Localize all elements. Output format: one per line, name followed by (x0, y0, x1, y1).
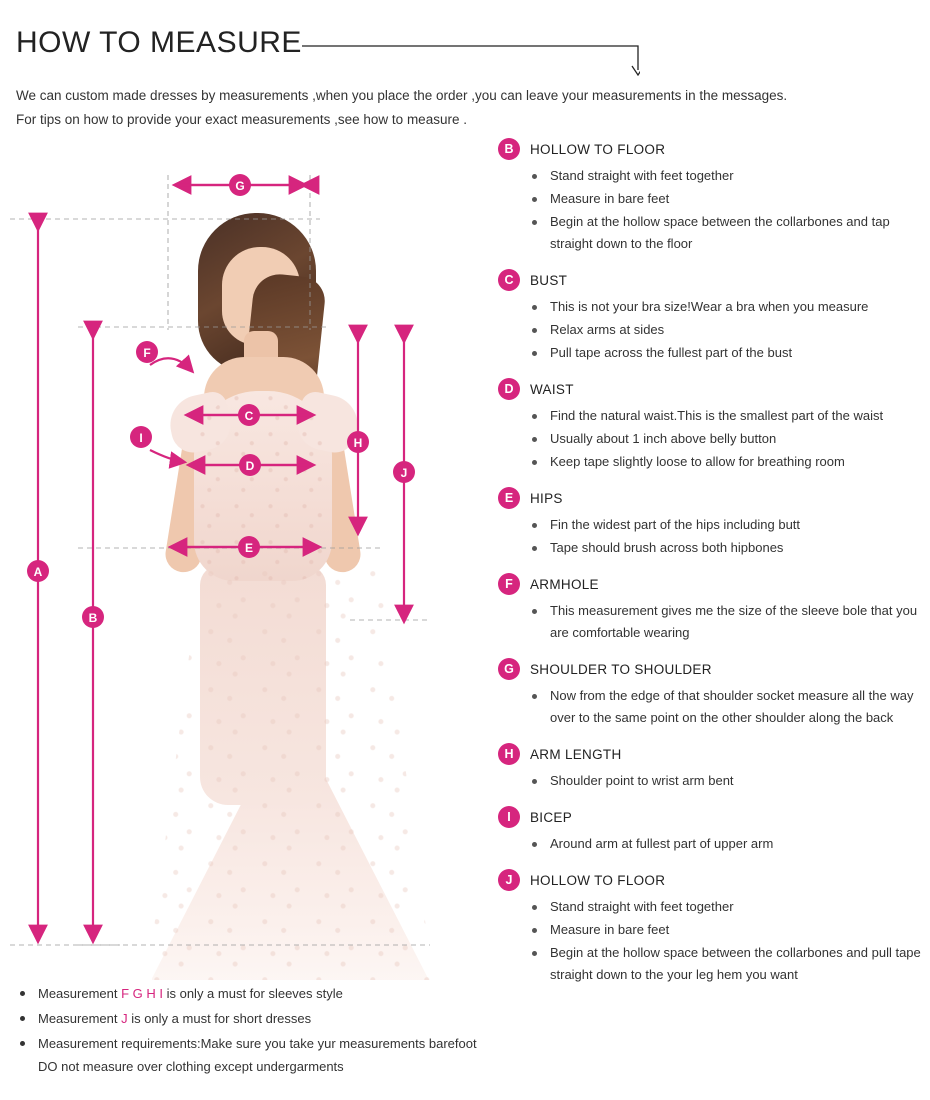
section-header (498, 378, 930, 400)
section-title: BICEP (530, 809, 573, 825)
section-header (498, 138, 930, 160)
section-hollow-to-floor-b (498, 138, 930, 255)
section-header (498, 743, 930, 765)
bullet-item: Keep tape slightly loose to allow for breathing room (532, 451, 930, 473)
section-hips (498, 487, 930, 559)
intro-text (16, 84, 876, 132)
note-highlight: F G H I (121, 986, 163, 1001)
bullet-item: Shoulder point to wrist arm bent (532, 770, 930, 792)
section-title: BUST (530, 272, 568, 288)
bullet-item: Tape should brush across both hipbones (532, 537, 930, 559)
note-text-pre: Measurement requirements:Make sure you take yur measurements barefoot DO not measure over clothing except undergarments (38, 1036, 477, 1074)
bullet-item: Find the natural waist.This is the smallest part of the waist (532, 405, 930, 427)
section-bullets (498, 165, 930, 255)
section-header (498, 573, 930, 595)
badge-b: B (498, 138, 520, 160)
section-header (498, 487, 930, 509)
bullet-item: Measure in bare feet (532, 188, 930, 210)
bullet-item: Stand straight with feet together (532, 165, 930, 187)
section-bullets (498, 600, 930, 644)
section-bullets (498, 833, 930, 855)
svg-text:C: C (244, 409, 254, 423)
note-item (16, 982, 486, 1005)
section-hollow-to-floor-j (498, 869, 930, 986)
section-header (498, 806, 930, 828)
svg-text:D: D (245, 459, 255, 473)
section-title: SHOULDER TO SHOULDER (530, 661, 712, 677)
note-text-pre: Measurement (38, 986, 122, 1001)
note-text-post: is only a must for short dresses (127, 1011, 312, 1026)
svg-text:H: H (353, 436, 363, 450)
note-highlight: J (121, 1011, 128, 1026)
bullet-item: Relax arms at sides (532, 319, 930, 341)
section-bullets (498, 770, 930, 792)
measurement-diagram (0, 150, 470, 970)
section-title: HIPS (530, 490, 563, 506)
section-bullets (498, 685, 930, 729)
badge-c: C (498, 269, 520, 291)
measurement-instructions-list (498, 138, 930, 1000)
footer-notes (16, 982, 486, 1080)
bullet-item: This is not your bra size!Wear a bra when you measure (532, 296, 930, 318)
badge-f: F (498, 573, 520, 595)
bullet-item: Pull tape across the fullest part of the bust (532, 342, 930, 364)
section-arm-length (498, 743, 930, 792)
title-arrow-icon (300, 44, 640, 76)
bullet-item: Around arm at fullest part of upper arm (532, 833, 930, 855)
section-title: WAIST (530, 381, 574, 397)
bullet-item: Begin at the hollow space between the collarbones and pull tape straight down to the your leg hem you want (532, 942, 930, 986)
section-title: ARM LENGTH (530, 746, 622, 762)
intro-line-1: We can custom made dresses by measurements ,when you place the order ,you can leave your measurements in the messages. (16, 88, 788, 103)
section-title: HOLLOW TO FLOOR (530, 141, 666, 157)
note-text-post: is only a must for sleeves style (162, 986, 343, 1001)
svg-text:I: I (139, 431, 143, 445)
section-armhole (498, 573, 930, 644)
svg-text:G: G (235, 179, 245, 193)
bullet-item: Now from the edge of that shoulder socket measure all the way over to the same point on the other shoulder along the back (532, 685, 930, 729)
note-item (16, 1032, 486, 1078)
note-text-pre: Measurement (38, 1011, 122, 1026)
svg-text:J: J (400, 466, 408, 480)
bullet-item: This measurement gives me the size of the sleeve bole that you are comfortable wearing (532, 600, 930, 644)
bullet-item: Begin at the hollow space between the collarbones and tap straight down to the floor (532, 211, 930, 255)
measurement-arrows (0, 150, 470, 970)
section-waist (498, 378, 930, 473)
note-item (16, 1007, 486, 1030)
section-header (498, 658, 930, 680)
section-title: HOLLOW TO FLOOR (530, 872, 666, 888)
bullet-item: Fin the widest part of the hips including butt (532, 514, 930, 536)
bullet-item: Usually about 1 inch above belly button (532, 428, 930, 450)
svg-text:A: A (33, 565, 43, 579)
intro-line-2: For tips on how to provide your exact measurements ,see how to measure . (16, 112, 467, 127)
badge-j: J (498, 869, 520, 891)
badge-d: D (498, 378, 520, 400)
section-header (498, 269, 930, 291)
section-bullets (498, 405, 930, 473)
badge-g: G (498, 658, 520, 680)
section-shoulder-to-shoulder (498, 658, 930, 729)
section-header (498, 869, 930, 891)
badge-i: I (498, 806, 520, 828)
badge-e: E (498, 487, 520, 509)
section-title: ARMHOLE (530, 576, 599, 592)
section-bicep (498, 806, 930, 855)
section-bust (498, 269, 930, 364)
svg-text:B: B (88, 611, 98, 625)
page-title: HOW TO MEASURE (16, 26, 302, 59)
bullet-item: Stand straight with feet together (532, 896, 930, 918)
section-bullets (498, 296, 930, 364)
section-bullets (498, 896, 930, 986)
svg-text:F: F (143, 346, 151, 360)
badge-h: H (498, 743, 520, 765)
section-bullets (498, 514, 930, 559)
svg-text:E: E (244, 541, 254, 555)
bullet-item: Measure in bare feet (532, 919, 930, 941)
